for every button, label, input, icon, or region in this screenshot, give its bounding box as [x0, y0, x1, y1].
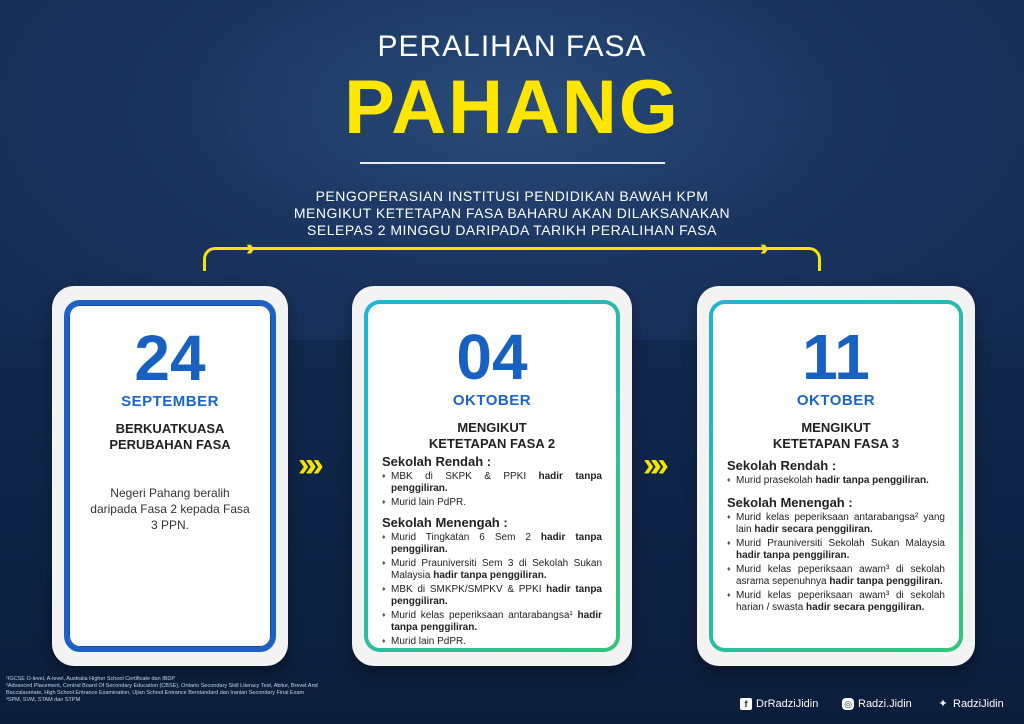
- section-heading: Sekolah Menengah :: [382, 515, 508, 530]
- card-title-line: BERKUATKUASA: [115, 421, 225, 436]
- card-content: [382, 450, 602, 648]
- double-chevron-icon: ››: [246, 235, 249, 260]
- facebook-handle: DrRadziJidin: [756, 698, 819, 710]
- date-day: 11: [802, 321, 870, 393]
- card-description: Negeri Pahang beralih daripada Fasa 2 kepada Fasa 3 PPN.: [90, 486, 250, 532]
- instagram-handle: Radzi.Jidin: [858, 698, 912, 710]
- list-item: ♦ Murid Prauniversiti Sekolah Sukan Malaysia hadir tanpa penggiliran.: [727, 538, 945, 562]
- footnote: ²Advanced Placement, Central Board Of Secondary Education (CBSE), Ontario Secondary Skill Literacy Test, Abitur, Brevet And Baccalauréate, High School Entrance Examination, Ujian School Entrance Berstandard dan Iranian Secondary Final Exam: [6, 683, 318, 696]
- page-title: PAHANG: [344, 65, 680, 150]
- date-month: SEPTEMBER: [121, 393, 219, 410]
- date-month: OKTOBER: [796, 392, 876, 409]
- facebook-icon: f: [740, 698, 752, 710]
- instagram-link[interactable]: [842, 698, 912, 710]
- timeline-bracket: [203, 247, 821, 271]
- double-chevron-icon: ››: [760, 235, 763, 260]
- menengah-list: [382, 532, 602, 648]
- list-item: ♦ Murid kelas peperiksaan antarabangsa² yang lain hadir secara penggiliran.: [727, 512, 945, 536]
- card-frame: [364, 300, 620, 652]
- card-title-line: PERUBAHAN FASA: [109, 437, 231, 452]
- list-item: ♦ Murid Prauniversiti Sem 3 di Sekolah Sukan Malaysia hadir tanpa penggiliran.: [382, 558, 602, 582]
- footnote: ¹IGCSE O-level, A-level, Australia Higher School Certificate dan IBDP: [6, 676, 176, 682]
- twitter-icon: ✦: [938, 698, 948, 710]
- card-title-line: MENGIKUT: [457, 420, 527, 435]
- card-title: [713, 420, 959, 452]
- twitter-handle: RadziJidin: [953, 698, 1004, 710]
- card-title: [69, 421, 271, 453]
- list-item: ♦ Murid prasekolah hadir tanpa penggiliran.: [727, 475, 945, 487]
- double-chevron-icon: »»: [643, 446, 657, 484]
- card-title-line: KETETAPAN FASA 3: [772, 436, 900, 451]
- subtitle: PERALIHAN FASA: [377, 30, 647, 63]
- rendah-list: [727, 475, 945, 487]
- intro-line: MENGIKUT KETETAPAN FASA BAHARU AKAN DILAKSANAKAN: [293, 205, 731, 221]
- card-content: [727, 454, 945, 614]
- double-chevron-icon: »»: [298, 446, 312, 484]
- section-heading: Sekolah Rendah :: [727, 458, 837, 473]
- list-item: ♦ MBK di SKPK & PPKI hadir tanpa penggiliran.: [382, 471, 602, 495]
- card-title-line: KETETAPAN FASA 2: [428, 436, 556, 451]
- list-item: ♦ Murid kelas peperiksaan awam³ di sekolah asrama sepenuhnya hadir tanpa penggiliran.: [727, 564, 945, 588]
- card-title-line: MENGIKUT: [801, 420, 871, 435]
- twitter-link[interactable]: [937, 698, 1004, 710]
- intro-line: PENGOPERASIAN INSTITUSI PENDIDIKAN BAWAH KPM: [315, 188, 709, 204]
- card-frame: [64, 300, 276, 652]
- date-month: OKTOBER: [452, 392, 532, 409]
- list-item: ♦ Murid lain PdPR.: [382, 497, 602, 509]
- card-24-september: [52, 286, 288, 666]
- list-item: ♦ Murid Tingkatan 6 Sem 2 hadir tanpa penggiliran.: [382, 532, 602, 556]
- card-04-oktober: [352, 286, 632, 666]
- header: [0, 30, 1024, 150]
- menengah-list: [727, 512, 945, 614]
- footnote: ³SPM, SVM, STAM dan STPM: [6, 697, 81, 703]
- intro-text: [212, 188, 812, 239]
- card-frame: [709, 300, 963, 652]
- list-item: ♦ Murid kelas peperiksaan awam³ di sekolah harian / swasta hadir secara penggiliran.: [727, 590, 945, 614]
- list-item: ♦ Murid lain PdPR.: [382, 636, 602, 648]
- intro-line: SELEPAS 2 MINGGU DARIPADA TARIKH PERALIHAN FASA: [307, 222, 717, 238]
- facebook-link[interactable]: [740, 698, 818, 710]
- instagram-icon: ◎: [842, 698, 854, 710]
- section-heading: Sekolah Rendah :: [382, 454, 492, 469]
- title-divider: [360, 162, 665, 164]
- section-heading: Sekolah Menengah :: [727, 495, 853, 510]
- date-day: 04: [456, 321, 528, 393]
- list-item: ♦ MBK di SMKPK/SMPKV & PPKI hadir tanpa penggiliran.: [382, 584, 602, 608]
- footnotes: [6, 676, 346, 704]
- date-day: 24: [134, 322, 206, 394]
- rendah-list: [382, 471, 602, 509]
- card-title: [368, 420, 616, 452]
- card-11-oktober: [697, 286, 975, 666]
- list-item: ♦ Murid kelas peperiksaan antarabangsa¹ hadir tanpa penggiliran.: [382, 610, 602, 634]
